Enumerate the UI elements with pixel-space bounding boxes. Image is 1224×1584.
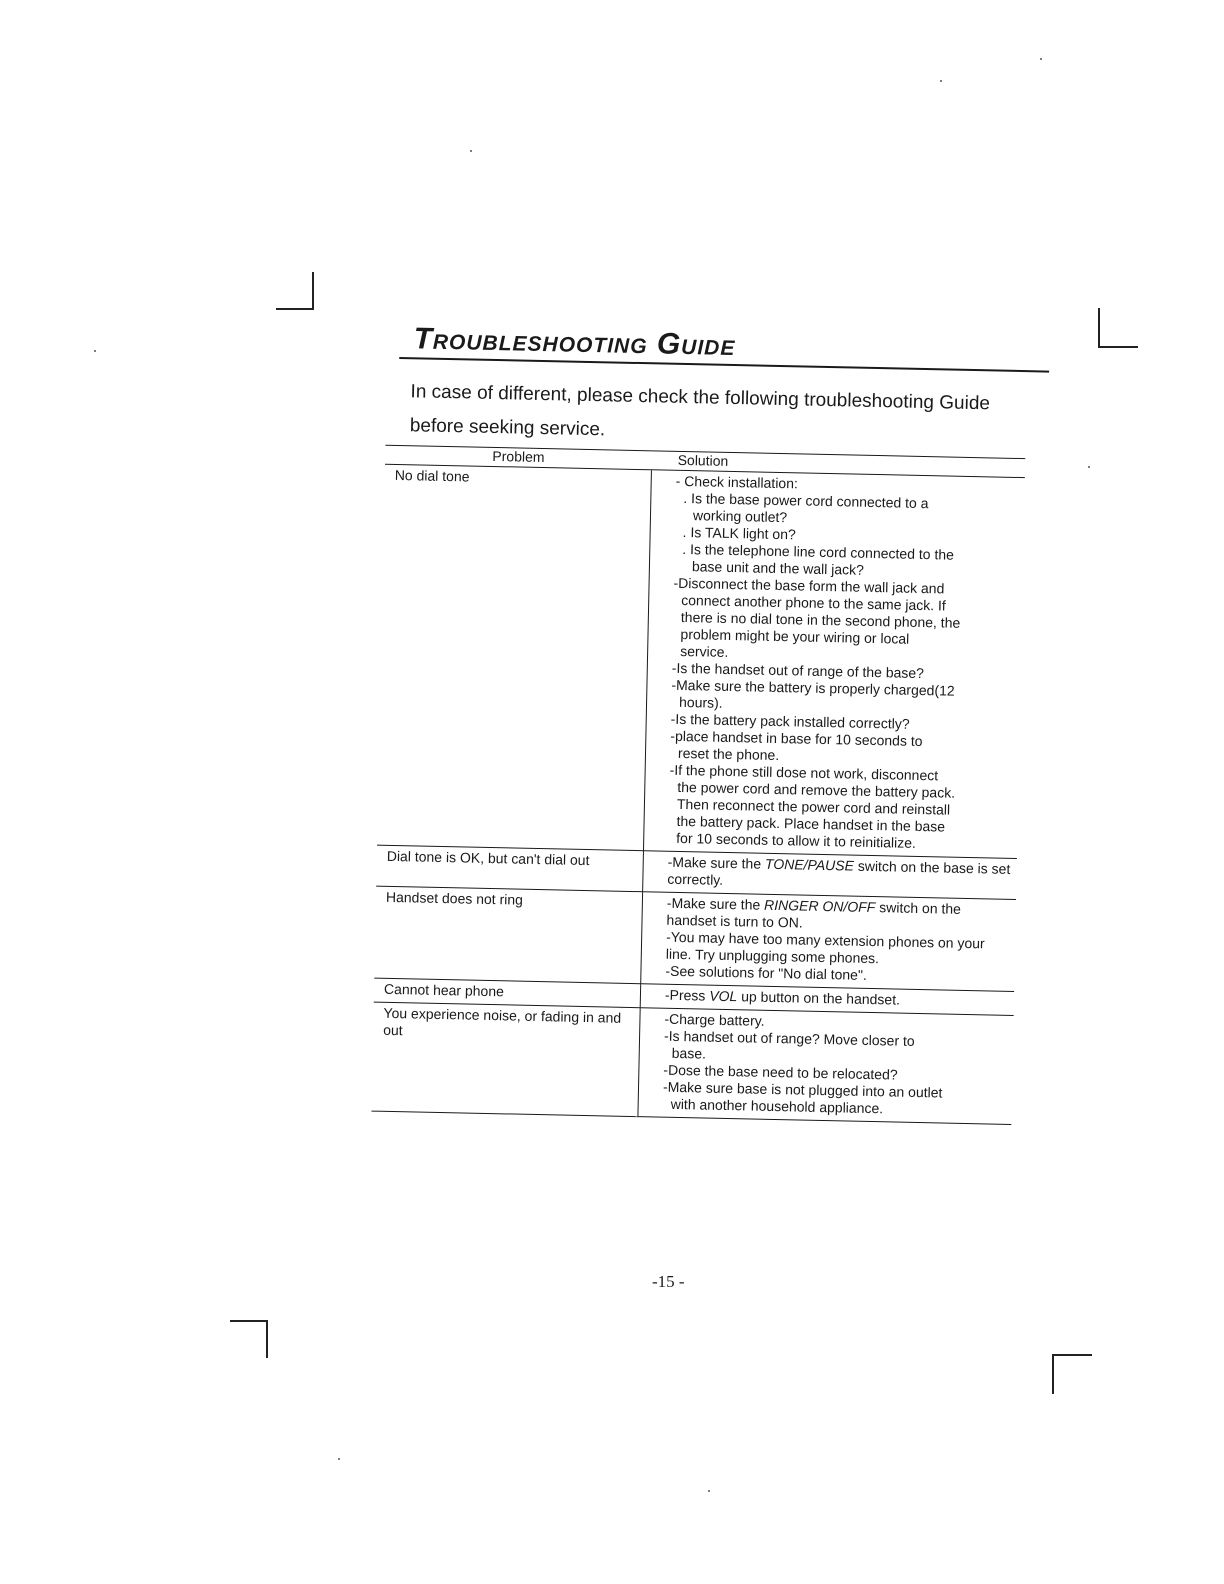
crop-mark-bottom-right-v (1052, 1354, 1054, 1394)
solution-line: -Disconnect the base form the wall jack and (673, 574, 945, 597)
troubleshooting-page (383, 322, 1049, 1125)
header-problem: Problem (385, 445, 652, 470)
solution-line: for 10 seconds to allow it to reinitialize. (676, 829, 917, 851)
solution-text: -Make sure the (666, 894, 765, 913)
scan-speck (940, 80, 942, 82)
solution-line: . Is TALK light on? (682, 523, 796, 543)
solution-text: switch on the handset is turn to ON. (666, 899, 962, 931)
solution-line: working outlet? (692, 507, 788, 526)
table-row (377, 464, 1025, 858)
scan-speck (708, 1490, 710, 1492)
solution-line: with another household appliance. (670, 1095, 884, 1117)
solution-line: - Check installation: (675, 472, 799, 492)
crop-mark-bottom-left-v (266, 1320, 268, 1358)
solution-line: reset the phone. (677, 744, 780, 764)
solution-line: -Charge battery. (664, 1010, 765, 1029)
solution-line: service. (680, 642, 729, 660)
solution-line: the battery pack. Place handset in the base (676, 812, 946, 835)
solution-cell (643, 470, 1024, 859)
solution-line: -Make sure base is not plugged into an outlet (662, 1078, 943, 1101)
solution-line: . Is the telephone line cord connected to the (682, 540, 955, 563)
solution-line: . Is the base power cord connected to a (683, 489, 929, 512)
troubleshooting-table (371, 445, 1025, 1125)
solution-line: Then reconnect the power cord and reinstall (676, 795, 951, 818)
crop-mark-bottom-left-h (230, 1320, 268, 1322)
solution-line: base unit and the wall jack? (691, 558, 865, 578)
crop-mark-bottom-right-h (1052, 1354, 1092, 1356)
switch-name: TONE/PAUSE (764, 855, 855, 874)
crop-mark-top-right-v (1098, 308, 1100, 348)
solution-line: -Dose the base need to be relocated? (663, 1061, 898, 1083)
solution-line: -Make sure the battery is properly charged(12 (671, 676, 955, 699)
solution-text: -Press (664, 986, 710, 1004)
crop-mark-top-left-h (276, 308, 314, 310)
problem-cell: Dial tone is OK, but can't dial out (376, 845, 643, 892)
solution-text: -Make sure the (667, 853, 766, 872)
problem-cell: Cannot hear phone (374, 978, 641, 1008)
solution-line: hours). (678, 693, 723, 711)
solution-line: -See solutions for "No dial tone". (665, 962, 867, 983)
problem-cell: You experience noise, or fading in and out (371, 1002, 640, 1117)
solution-text: switch on the base is set correctly. (667, 857, 1011, 888)
solution-line: the power cord and remove the battery pack. (677, 778, 956, 801)
header-solution: Solution (651, 451, 1025, 478)
solution-line: -Is the handset out of range of the base? (671, 659, 925, 682)
solution-line: connect another phone to the same jack. If (681, 591, 946, 614)
intro-text (409, 375, 1030, 456)
page-number: -15 - (652, 1272, 685, 1291)
solution-line: -Is the battery pack installed correctly? (670, 710, 910, 732)
table-row (374, 886, 1016, 991)
solution-line: -Is handset out of range? Move closer to (663, 1027, 915, 1049)
intro-line: In case of different, please check the following troubleshooting Guide (410, 381, 991, 415)
solution-line: -place handset in base for 10 seconds to (670, 727, 923, 750)
solution-line: base. (671, 1044, 707, 1062)
crop-mark-top-right-h (1098, 346, 1138, 348)
scan-speck (1088, 466, 1090, 468)
solution-line: -You may have too many extension phones on your line. Try unplugging some phones. (665, 928, 985, 967)
scan-speck (1040, 58, 1042, 60)
solution-line: there is no dial tone in the second phone, the (680, 608, 961, 631)
intro-line: before seeking service. (409, 415, 606, 441)
solution-text: up button on the handset. (737, 988, 901, 1008)
scan-speck (338, 1458, 340, 1460)
switch-name: RINGER ON/OFF (763, 896, 876, 916)
solution-cell (638, 1008, 1014, 1125)
solution-line: -If the phone still dose not work, disconnect (669, 761, 939, 784)
solution-line: problem might be your wiring or local (680, 625, 910, 647)
button-name: VOL (709, 987, 738, 1005)
problem-cell: No dial tone (377, 464, 651, 850)
page-title: Troubleshooting Guide (399, 322, 1050, 373)
crop-mark-top-left-v (312, 272, 314, 310)
scan-speck (470, 150, 472, 152)
solution-cell (641, 892, 1016, 992)
problem-cell: Handset does not ring (374, 886, 642, 984)
scan-speck (94, 350, 96, 352)
table-row (371, 1002, 1013, 1124)
